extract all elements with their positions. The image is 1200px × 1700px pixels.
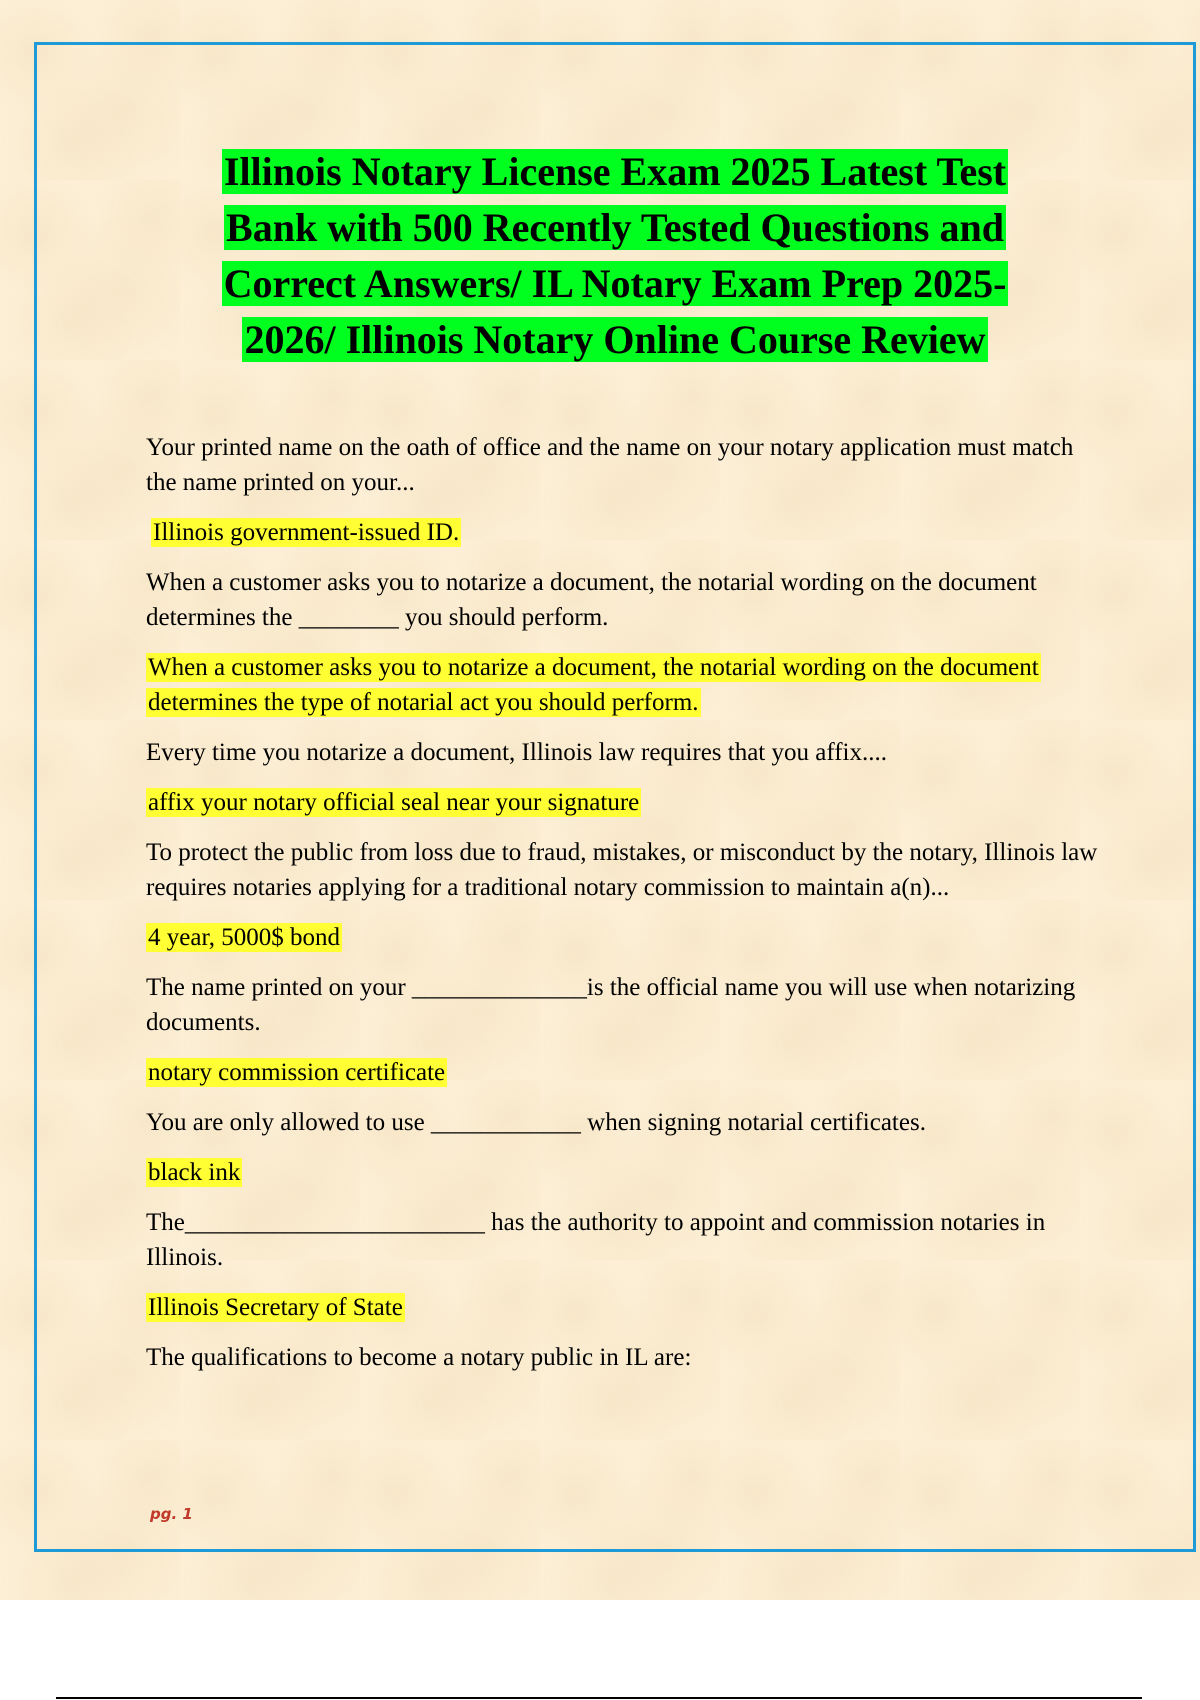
qa-list bbox=[146, 430, 1106, 1390]
answer-1 bbox=[146, 515, 1106, 550]
question-7: The________________________ has the authority to appoint and commission notaries in Illinois. bbox=[146, 1209, 1046, 1271]
title-line-2: Bank with 500 Recently Tested Questions and bbox=[226, 205, 1004, 250]
question-3: Every time you notarize a document, Illinois law requires that you affix.... bbox=[146, 739, 887, 766]
answer-6 bbox=[146, 1155, 1106, 1190]
answer-7-highlight: Illinois Secretary of State bbox=[148, 1294, 403, 1321]
question-8: The qualifications to become a notary public in IL are: bbox=[146, 1344, 692, 1371]
answer-6-highlight: black ink bbox=[148, 1159, 241, 1186]
title-line-4: 2026/ Illinois Notary Online Course Review bbox=[244, 317, 986, 362]
question-4: To protect the public from loss due to fraud, mistakes, or misconduct by the notary, Illinois law requires notaries applying for a traditional notary commission to maintain a(n)... bbox=[146, 839, 1098, 901]
answer-2 bbox=[146, 650, 1106, 720]
title-line-3: Correct Answers/ IL Notary Exam Prep 2025- bbox=[223, 261, 1007, 306]
answer-5 bbox=[146, 1055, 1106, 1090]
answer-5-highlight: notary commission certificate bbox=[148, 1059, 446, 1086]
answer-3-highlight: affix your notary official seal near your signature bbox=[148, 789, 640, 816]
page-number: pg. 1 bbox=[150, 1505, 193, 1523]
answer-7 bbox=[146, 1290, 1106, 1325]
question-5: The name printed on your ______________is the official name you will use when notarizing documents. bbox=[146, 974, 1076, 1036]
answer-4 bbox=[146, 920, 1106, 955]
question-2: When a customer asks you to notarize a document, the notarial wording on the document determines the ________ you should perform. bbox=[146, 569, 1037, 631]
answer-4-highlight: 4 year, 5000$ bond bbox=[148, 924, 341, 951]
answer-1-highlight: Illinois government-issued ID. bbox=[153, 519, 460, 546]
answer-3 bbox=[146, 785, 1106, 820]
question-1: Your printed name on the oath of office and the name on your notary application must match the name printed on your... bbox=[146, 434, 1074, 496]
title-line-1: Illinois Notary License Exam 2025 Latest Test bbox=[223, 149, 1007, 194]
bottom-divider bbox=[56, 1697, 1142, 1699]
document-title bbox=[170, 144, 1060, 368]
answer-2-highlight: When a customer asks you to notarize a document, the notarial wording on the document determines the type of notarial act you should perform. bbox=[148, 654, 1039, 716]
question-6: You are only allowed to use ____________ when signing notarial certificates. bbox=[146, 1109, 926, 1136]
